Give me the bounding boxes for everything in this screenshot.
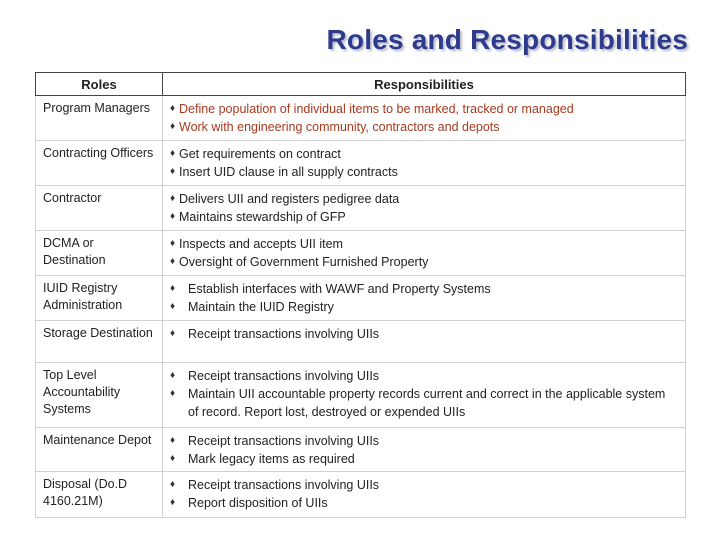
responsibility-item [170,190,679,208]
role-cell: Storage Destination [36,321,163,363]
responsibility-item [170,367,679,385]
responsibilities-cell [163,186,686,231]
responsibility-item [170,208,679,226]
table-header-row [36,73,686,96]
table-row [36,472,686,518]
responsibility-text: Maintain the IUID Registry [188,300,334,314]
responsibility-item [170,450,679,468]
bullet-icon: ♦ [170,497,176,508]
role-cell: Contractor [36,186,163,231]
bullet-icon: ♦ [170,435,176,446]
bullet-icon: ♦ [170,166,176,177]
bullet-icon: ♦ [170,238,176,249]
responsibilities-cell [163,428,686,472]
responsibility-item [170,100,679,118]
responsibility-item [170,253,679,271]
bullet-icon: ♦ [170,301,176,312]
responsibility-text: Mark legacy items as required [188,452,355,466]
responsibility-text: Oversight of Government Furnished Property [179,255,429,269]
responsibility-text: Inspects and accepts UII item [179,237,343,251]
bullet-icon: ♦ [170,370,176,381]
responsibility-item [170,476,679,494]
responsibility-text: Receipt transactions involving UIIs [188,434,380,448]
table-row [36,141,686,186]
responsibilities-cell [163,472,686,518]
responsibility-text: Receipt transactions involving UIIs [188,369,380,383]
responsibilities-cell [163,96,686,141]
role-cell: Contracting Officers [36,141,163,186]
role-cell: DCMA or Destination [36,231,163,276]
table-row [36,96,686,141]
responsibilities-cell [163,321,686,363]
table-row [36,231,686,276]
role-cell: IUID Registry Administration [36,276,163,321]
slide-title: Roles and Responsibilities [326,24,688,55]
bullet-icon: ♦ [170,148,176,159]
responsibilities-cell [163,231,686,276]
responsibility-text: Report disposition of UIIs [188,496,328,510]
responsibility-text: Receipt transactions involving UIIs [188,327,380,341]
responsibility-text: Insert UID clause in all supply contracts [179,165,398,179]
bullet-icon: ♦ [170,103,176,114]
role-cell: Maintenance Depot [36,428,163,472]
table-row [36,363,686,428]
responsibility-item [170,298,679,316]
responsibilities-column-header: Responsibilities [163,73,686,96]
table-row [36,321,686,363]
roles-column-header: Roles [36,73,163,96]
responsibility-text: Define population of individual items to be marked, tracked or managed [179,102,574,116]
bullet-icon: ♦ [170,211,176,222]
responsibility-item [170,385,679,421]
table-row [36,276,686,321]
responsibility-item [170,494,679,512]
table-row [36,186,686,231]
bullet-icon: ♦ [170,193,176,204]
responsibility-text: Work with engineering community, contractors and depots [179,120,500,134]
responsibility-item [170,145,679,163]
role-cell: Program Managers [36,96,163,141]
roles-table [35,72,686,518]
bullet-icon: ♦ [170,453,176,464]
bullet-icon: ♦ [170,479,176,490]
bullet-icon: ♦ [170,283,176,294]
responsibilities-cell [163,141,686,186]
bullet-icon: ♦ [170,328,176,339]
responsibility-text: Maintains stewardship of GFP [179,210,346,224]
responsibilities-cell [163,363,686,428]
responsibility-item [170,325,679,343]
responsibility-text: Get requirements on contract [179,147,341,161]
bullet-icon: ♦ [170,256,176,267]
role-cell: Top Level Accountability Systems [36,363,163,428]
responsibility-item [170,280,679,298]
responsibility-text: Maintain UII accountable property records current and correct in the applicable system of record. Report lost, destroyed or expended UIIs [188,387,666,419]
table-row [36,428,686,472]
role-cell: Disposal (Do.D 4160.21M) [36,472,163,518]
responsibility-item [170,118,679,136]
responsibility-item [170,163,679,181]
bullet-icon: ♦ [170,121,176,132]
responsibility-text: Receipt transactions involving UIIs [188,478,380,492]
responsibility-item [170,432,679,450]
responsibility-text: Delivers UII and registers pedigree data [179,192,400,206]
responsibility-text: Establish interfaces with WAWF and Property Systems [188,282,491,296]
bullet-icon: ♦ [170,388,176,399]
responsibility-item [170,235,679,253]
responsibilities-cell [163,276,686,321]
